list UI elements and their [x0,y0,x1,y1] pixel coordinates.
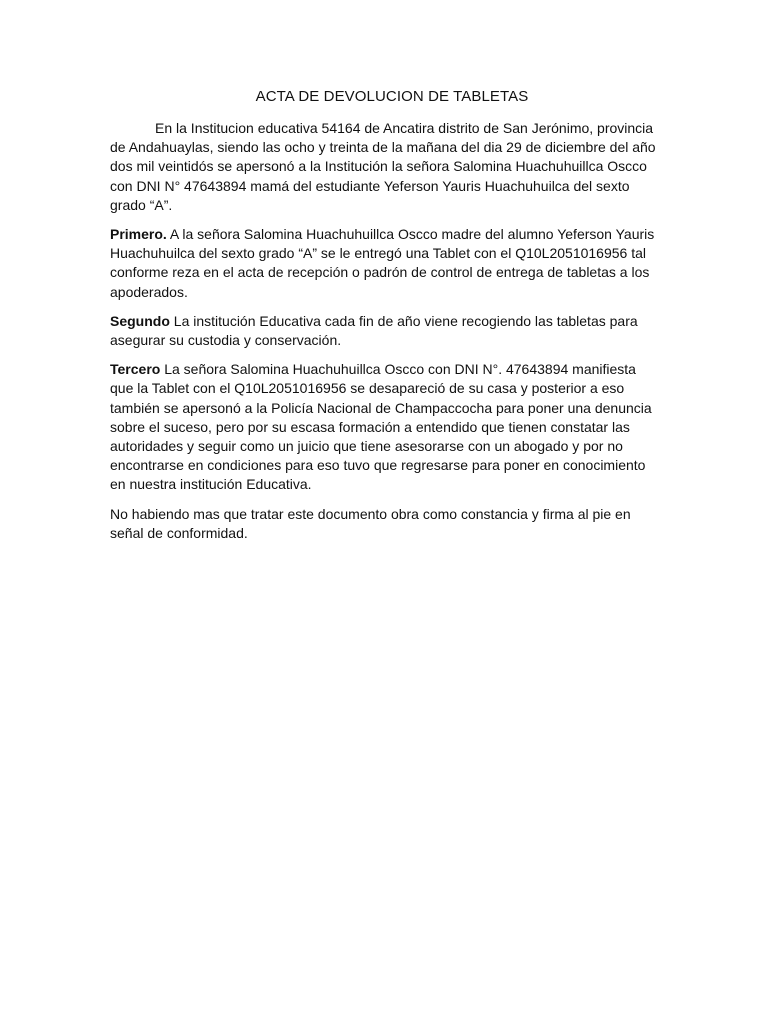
segundo-heading: Segundo [110,312,170,329]
tercero-paragraph [110,360,662,494]
tercero-text: La señora Salomina Huachuhuillca Oscco con DNI N°. 47643894 manifiesta que la Tablet con el Q10L2051016956 se desapareció de su casa y posterior a eso también se apersonó a la Policía Nacional de Champaccocha para poner una denuncia sobre el suceso, pero por su escasa formación a entendido que tienen constatar las autoridades y seguir como un juicio que tiene asesorarse con un abogado y por no encontrarse en condiciones para eso tuvo que regresarse para poner en conocimiento en nuestra institución Educativa. [110,361,652,493]
segundo-text: La institución Educativa cada fin de año viene recogiendo las tabletas para asegurar su custodia y conservación. [110,312,638,349]
closing-paragraph: No habiendo mas que tratar este documento obra como constancia y firma al pie en señal de conformidad. [110,505,631,541]
primero-paragraph [110,225,662,302]
intro-paragraph: En la Institucion educativa 54164 de Ancatira distrito de San Jerónimo, provincia de Andahuaylas, siendo las ocho y treinta de la mañana del dia 29 de diciembre del año dos mil veintidós se apersonó a la Institución la señora Salomina Huachuhuillca Oscco con DNI N° 47643894 mamá del estudiante Yeferson Yauris Huachuhuilca del sexto grado “A”. [110,120,656,213]
primero-text: A la señora Salomina Huachuhuillca Oscco madre del alumno Yeferson Yauris Huachuhuilca del sexto grado “A” se le entregó una Tablet con el Q10L2051016956 tal conforme reza en el acta de recepción o padrón de control de entrega de tabletas a los apoderados. [110,226,655,300]
segundo-paragraph [110,312,662,350]
document-title: ACTA DE DEVOLUCION DE TABLETAS [255,88,529,105]
primero-heading: Primero. [110,226,167,243]
tercero-heading: Tercero [110,361,161,378]
